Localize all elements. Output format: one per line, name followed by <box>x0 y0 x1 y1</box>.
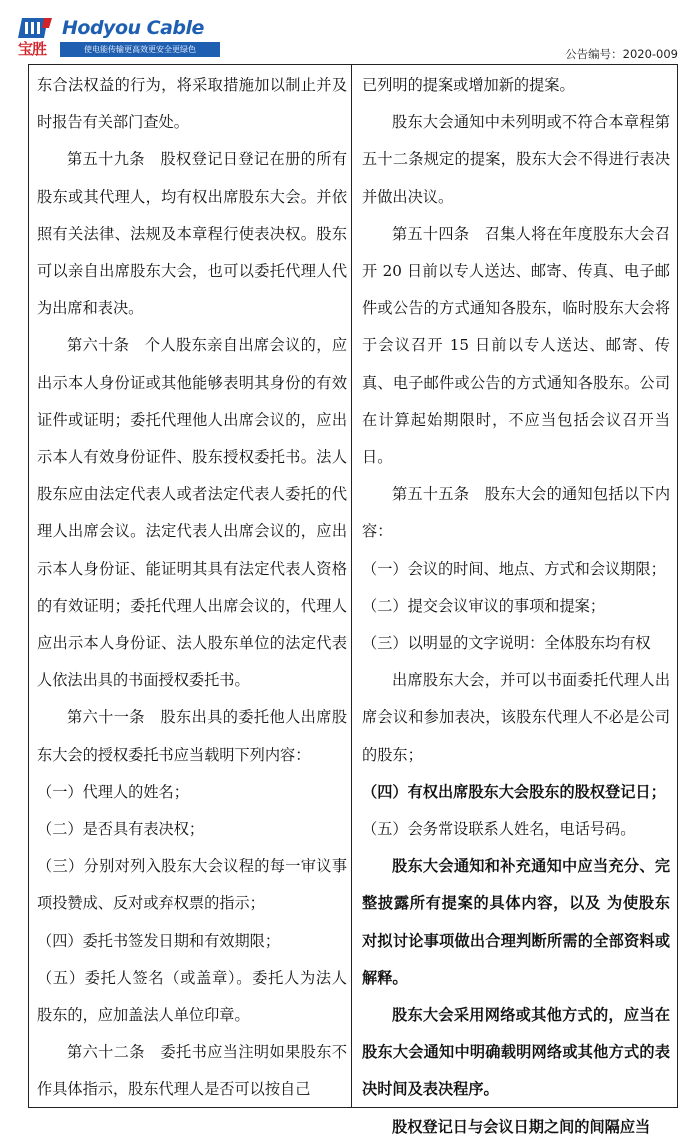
article-55-item-2: （二）提交会议审议的事项和提案； <box>362 596 605 615</box>
article-55-item-1: （一）会议的时间、地点、方式和会议期限； <box>362 559 666 578</box>
article-61: 第六十一条 股东出具的委托他人出席股东大会的授权委托书应当载明下列内容： <box>37 708 347 764</box>
article-55: 第五十五条 股东大会的通知包括以下内容： <box>362 485 670 541</box>
article-61-item-2: （二）是否具有表决权； <box>37 820 205 839</box>
article-55-item-3: （三）以明显的文字说明：全体股东均有权 <box>362 634 651 653</box>
article-61-item-3: （三）分别对列入股东大会议程的每一审议事项投赞成、反对或弃权票的指示； <box>37 857 347 913</box>
article-55-item-5: （五）会务常设联系人姓名，电话号码。 <box>362 820 636 839</box>
article-61-item-4: （四）委托书签发日期和有效期限； <box>37 931 280 950</box>
article-62: 第六十二条 委托书应当注明如果股东不作具体指示，股东代理人是否可以按自己 <box>37 1043 347 1099</box>
notice-proposal-paragraph: 股东大会通知中未列明或不符合本章程第五十二条规定的提案，股东大会不得进行表决并做出决议。 <box>362 113 670 206</box>
announcement-number: 公告编号：2020-009 <box>565 47 678 61</box>
record-date-paragraph: 股权登记日与会议日期之间的间隔应当 <box>392 1117 651 1136</box>
notice-disclosure-paragraph: 股东大会通知和补充通知中应当充分、完整披露所有提案的具体内容，以及 为使股东对拟讨论事项做出合理判断所需的全部资料或解释。 <box>362 857 670 987</box>
article-55-item-4: （四）有权出席股东大会股东的股权登记日； <box>362 782 666 801</box>
column-divider <box>351 65 352 1107</box>
article-59: 第五十九条 股权登记日登记在册的所有股东或其代理人，均有权出席股东大会。并依照有关法律、法规及本章程行使表决权。股东可以亲自出席股东大会，也可以委托代理人代为出席和表决。 <box>37 150 347 318</box>
article-54: 第五十四条 召集人将在年度股东大会召开 20 日前以专人送达、邮寄、传真、电子邮件或公告的方式通知各股东，临时股东大会将于会议召开 15 日前以专人送达、邮寄、传真、电子邮件或公告的方式通知各股东。公司在计算起始期限时，不应当包括会议召开当日。 <box>362 224 670 467</box>
article-61-item-5: （五）委托人签名（或盖章）。委托人为法人股东的，应加盖法人单位印章。 <box>37 968 347 1025</box>
logo-english-name: Hodyou Cable <box>62 17 204 39</box>
network-voting-paragraph: 股东大会采用网络或其他方式的，应当在股东大会通知中明确载明网络或其他方式的表决时间及表决程序。 <box>362 1006 670 1099</box>
logo-chinese-name: 宝胜 <box>18 40 47 58</box>
left-paragraph: 东合法权益的行为，将采取措施加以制止并及时报告有关部门查处。 <box>37 76 347 132</box>
article-55-item-3-continued: 出席股东大会，并可以书面委托代理人出席会议和参加表决，该股东代理人不必是公司的股东； <box>362 671 670 764</box>
logo-slogan: 使电能传输更高效更安全更绿色 <box>60 42 220 57</box>
article-61-item-1: （一）代理人的姓名； <box>37 782 189 801</box>
logo-mark-icon <box>18 16 52 42</box>
company-logo <box>18 16 208 60</box>
right-paragraph: 已列明的提案或增加新的提案。 <box>362 76 575 94</box>
left-column <box>37 67 347 1109</box>
article-60: 第六十条 个人股东亲自出席会议的，应出示本人身份证或其他能够表明其身份的有效证件或证明；委托代理他人出席会议的，应出示本人有效身份证件、股东授权委托书。法人股东应由法定代表人或者法定代表人委托的代理人出席会议。法定代表人出席会议的，应出示本人身份证、能证明其具有法定代表人资格的有效证明；委托代理人出席会议的，代理人应出示本人身份证、法人股东单位的法定代表人依法出具的书面授权委托书。 <box>37 336 347 690</box>
comparison-table <box>28 64 678 1136</box>
right-column <box>362 67 670 1146</box>
